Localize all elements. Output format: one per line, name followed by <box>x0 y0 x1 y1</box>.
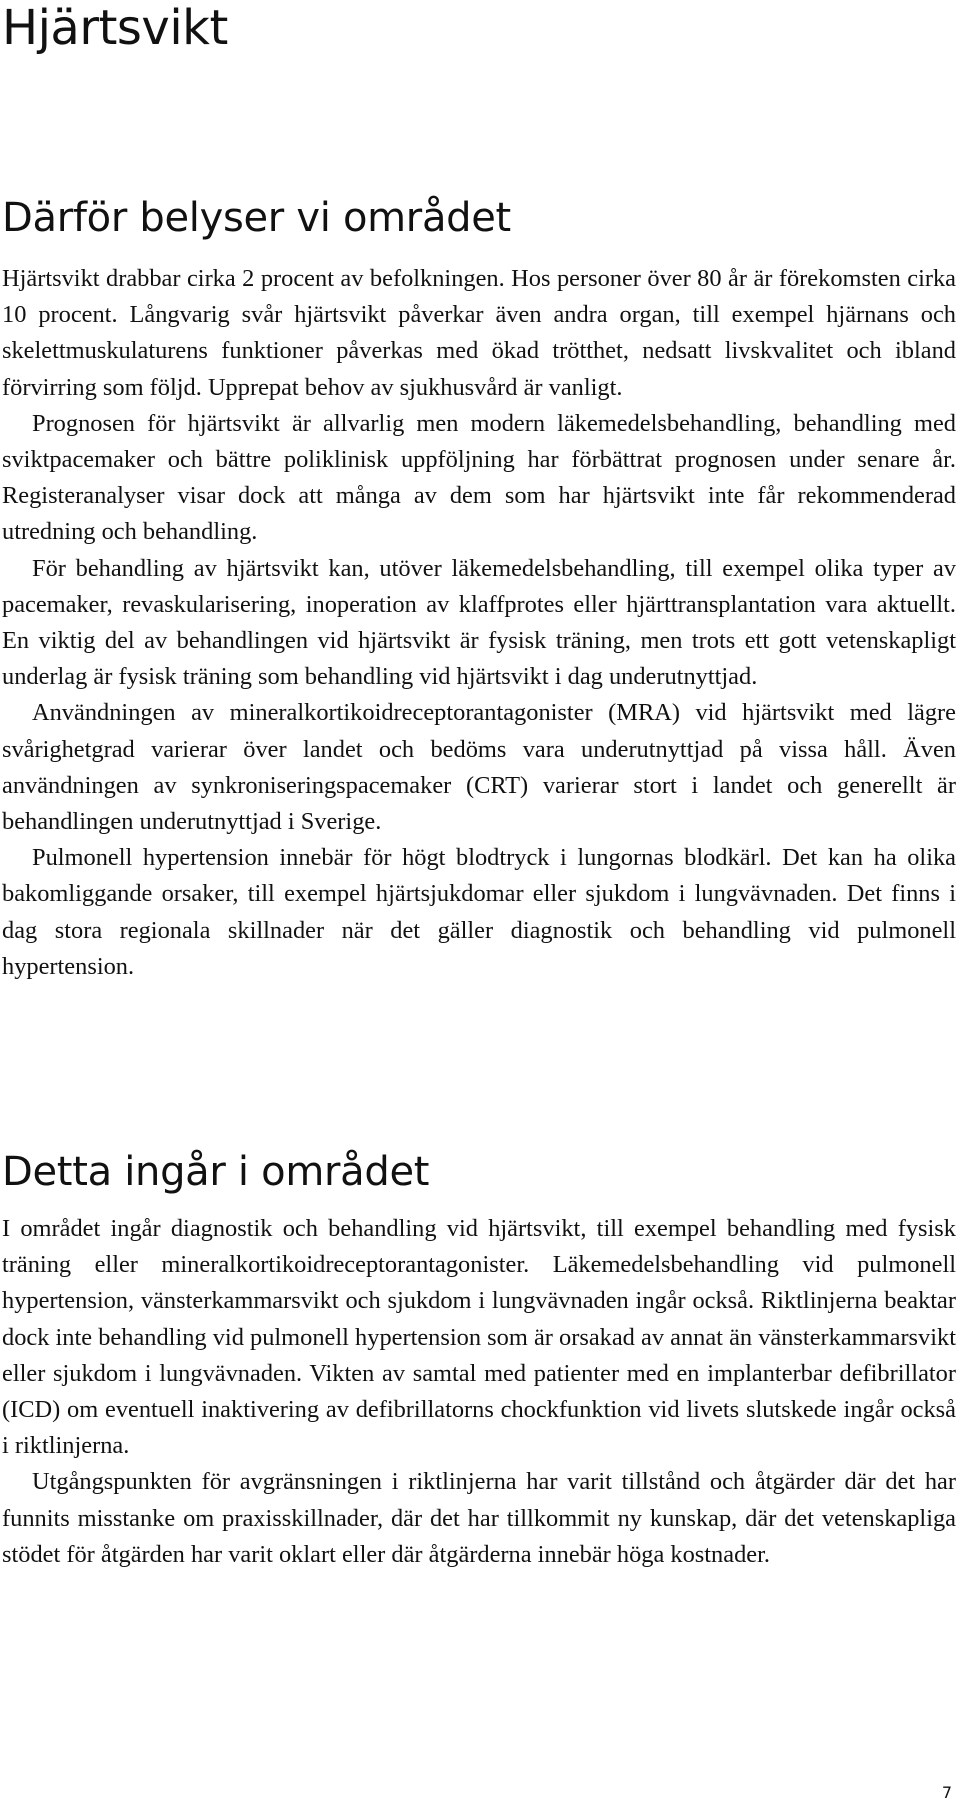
paragraph: Användningen av mineralkortikoidreceptorantagonister (MRA) vid hjärtsvikt med lägre svårighetgrad varierar över landet och bedöms vara underutnyttjad på vissa håll. Även användningen av synkroniseringspacemaker (CRT) varierar stort i landet och generellt är behandlingen underutnyttjad i Sverige. <box>2 699 956 836</box>
paragraph: Hjärtsvikt drabbar cirka 2 procent av befolkningen. Hos personer över 80 år är förekomsten cirka 10 procent. Långvarig svår hjärtsvikt påverkar även andra organ, till exempel hjärnans och skelettmuskulaturens funktioner påverkas med ökad trötthet, nedsatt livskvalitet och ibland förvirring som följd. Upprepat behov av sjukhusvård är vanligt. <box>2 265 956 401</box>
paragraph: I området ingår diagnostik och behandling vid hjärtsvikt, till exempel behandling med fysisk träning eller mineralkortikoidreceptorantagonister. Läkemedelsbehandling vid pulmonell hypertension, vänsterkammarsvikt och sjukdom i lungvävnaden ingår också. Riktlinjerna beaktar dock inte behandling vid pulmonell hypertension som är orsakad av annat än vänsterkammarsvikt eller sjukdom i lungvävnaden. Vikten av samtal med patienter med en implanterbar defibrillator (ICD) om eventuell inaktivering av defibrillatorns chockfunktion vid livets slutskede ingår också i riktlinjerna. <box>2 1215 956 1460</box>
section-heading-darfor-belyser: Därför belyser vi området <box>2 195 511 241</box>
section-body-detta-ingar <box>2 1211 956 1573</box>
paragraph: Utgångspunkten för avgränsningen i riktlinjerna har varit tillstånd och åtgärder där det har funnits misstanke om praxisskillnader, där det har tillkommit ny kunskap, där det vetenskapliga stödet för åtgärden har varit oklart eller där åtgärderna innebär höga kostnader. <box>2 1468 956 1568</box>
section-body-darfor-belyser <box>2 261 956 985</box>
paragraph: Prognosen för hjärtsvikt är allvarlig men modern läkemedelsbehandling, behandling med sviktpacemaker och bättre poliklinisk uppföljning har förbättrat prognosen under senare år. Registeranalyser visar dock att många av dem som har hjärtsvikt inte får rekommenderad utredning och behandling. <box>2 409 956 546</box>
paragraph: För behandling av hjärtsvikt kan, utöver läkemedelsbehandling, till exempel olika typer av pacemaker, revaskularisering, inoperation av klaffprotes eller hjärttransplantation vara aktuellt. En viktig del av behandlingen vid hjärtsvikt är fysisk träning, men trots ett gott vetenskapligt underlag är fysisk träning som behandling vid hjärtsvikt i dag underutnyttjad. <box>2 554 956 691</box>
page-number: 7 <box>941 1783 952 1802</box>
section-heading-detta-ingar: Detta ingår i området <box>2 1149 430 1195</box>
page-title: Hjärtsvikt <box>2 0 228 56</box>
paragraph: Pulmonell hypertension innebär för högt blodtryck i lungornas blodkärl. Det kan ha olika bakomliggande orsaker, till exempel hjärtsjukdomar eller sjukdom i lungvävnaden. Det finns i dag stora regionala skillnader när det gäller diagnostik och behandling vid pulmonell hypertension. <box>2 844 956 980</box>
